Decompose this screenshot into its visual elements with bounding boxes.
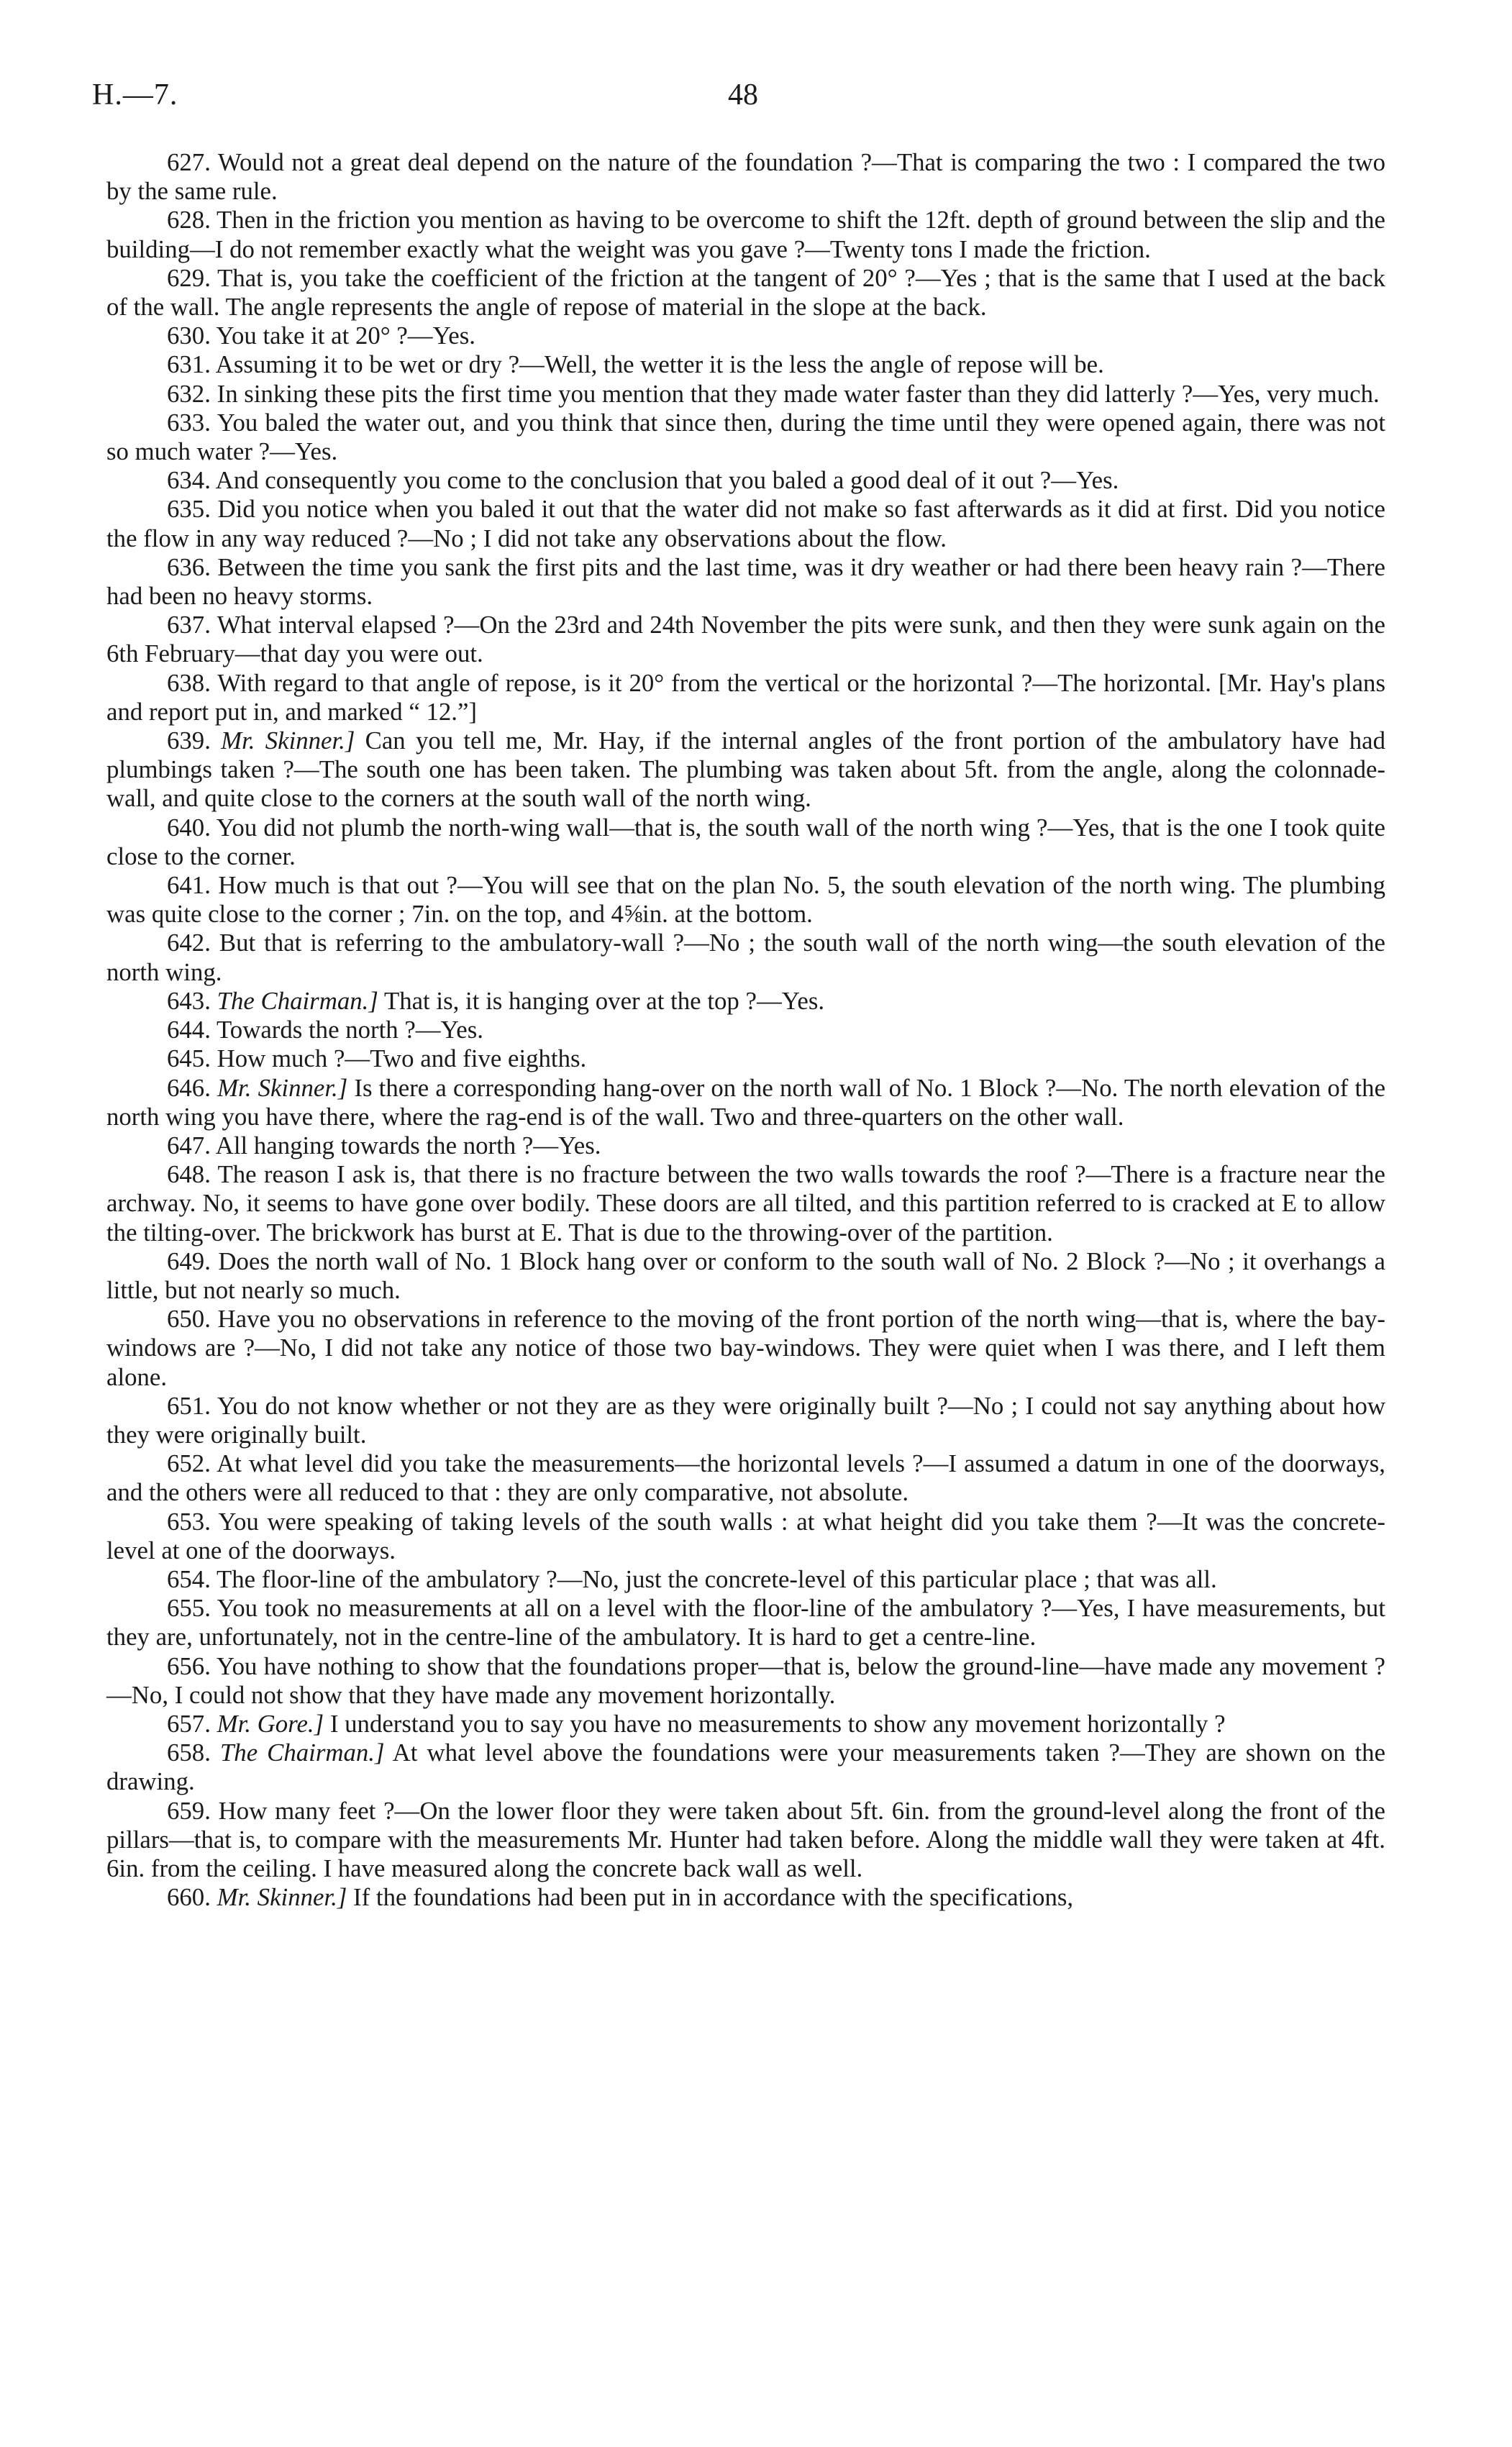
question-number: 634.: [167, 466, 211, 495]
question-text: In sinking these pits the first time you mention that they made water faster than they did latterly ?—Yes, very much.: [210, 379, 1380, 408]
question-number: 648.: [167, 1160, 211, 1189]
question-text: At what level did you take the measurements—the horizontal levels ?—I assumed a datum in one of the doorways, and the others were all reduced to that : they are only comparative, not absolute.: [106, 1449, 1385, 1507]
question-paragraph: [106, 814, 1385, 871]
question-text: What interval elapsed ?—On the 23rd and 24th November the pits were sunk, and then they were sunk again on the 6th February—that day you were out.: [106, 611, 1385, 668]
question-number: 653.: [167, 1507, 211, 1536]
question-paragraph: [106, 726, 1385, 814]
question-number: 651.: [167, 1391, 211, 1420]
question-paragraph: [106, 1016, 1385, 1044]
question-text: You did not plumb the north-wing wall—that is, the south wall of the north wing ?—Yes, that is the one I took quite close to the corner.: [106, 813, 1385, 870]
question-number: 628.: [167, 206, 211, 234]
question-paragraph: [106, 1449, 1385, 1507]
question-paragraph: [106, 1594, 1385, 1651]
question-number: 636.: [167, 552, 211, 581]
question-number: 647.: [167, 1131, 211, 1159]
question-paragraph: [106, 1883, 1385, 1912]
document-reference: H.—7.: [92, 78, 178, 111]
question-text: Can you tell me, Mr. Hay, if the internal angles of the front portion of the ambulatory have had plumbings taken ?—The south one has been taken. The plumbing was taken about 5ft. from the angle, along the colonnade-wall, and quite close to the corners at the south wall of the north wing.: [106, 726, 1385, 813]
question-paragraph: [106, 987, 1385, 1016]
question-text: And consequently you come to the conclusion that you baled a good deal of it out ?—Yes.: [210, 466, 1119, 495]
question-text: You have nothing to show that the foundations proper—that is, below the ground-line—have made any movement ?—No, I could not show that they have made any movement horizontally.: [106, 1651, 1385, 1709]
question-paragraph: [106, 553, 1385, 611]
question-number: 635.: [167, 495, 211, 524]
speaker-label: Mr. Skinner.]: [217, 1073, 348, 1102]
question-text: Then in the friction you mention as having to be overcome to shift the 12ft. depth of ground between the slip and the building—I do not remember exactly what the weight was you gave ?—Twenty tons I made the friction.: [106, 206, 1385, 263]
question-paragraph: [106, 1044, 1385, 1073]
question-number: 640.: [167, 813, 211, 842]
question-paragraph: [106, 611, 1385, 668]
speaker-label: Mr. Skinner.]: [217, 1883, 347, 1912]
question-text: How many feet ?—On the lower floor they were taken about 5ft. 6in. from the ground-level along the front of the pillars—that is, to compare with the measurements Mr. Hunter had taken before. Along the middle wall they were taken at 4ft. 6in. from the ceiling. I have measured along the concrete back wall as well.: [106, 1796, 1385, 1882]
question-number: 654.: [167, 1564, 211, 1593]
question-paragraph: [106, 1247, 1385, 1305]
question-text: Would not a great deal depend on the nature of the foundation ?—That is comparing the two : I compared the two by the same rule.: [106, 148, 1385, 206]
question-number: 633.: [167, 408, 211, 437]
question-paragraph: [106, 148, 1385, 206]
question-number: 658.: [167, 1739, 211, 1767]
question-text: All hanging towards the north ?—Yes.: [210, 1131, 601, 1159]
question-text: You take it at 20° ?—Yes.: [210, 322, 475, 350]
question-text: You were speaking of taking levels of the south walls : at what height did you take them ?—It was the concrete-level at one of the doorways.: [106, 1507, 1385, 1564]
question-text: Between the time you sank the first pits and the last time, was it dry weather or had there been heavy rain ?—There had been no heavy storms.: [106, 552, 1385, 611]
question-text: Have you no observations in reference to the moving of the front portion of the north wing—that is, where the bay-windows are ?—No, I did not take any notice of those two bay-windows. They were quiet when I was there, and I left them alone.: [106, 1305, 1385, 1391]
question-text: Assuming it to be wet or dry ?—Well, the wetter it is the less the angle of repose will be.: [210, 350, 1104, 379]
question-number: 627.: [167, 148, 211, 176]
question-text: If the foundations had been put in in accordance with the specifications,: [347, 1883, 1074, 1912]
question-number: 646.: [167, 1073, 211, 1102]
question-number: 652.: [167, 1449, 211, 1478]
question-paragraph: [106, 929, 1385, 986]
question-number: 641.: [167, 871, 211, 900]
question-text: You took no measurements at all on a level with the floor-line of the ambulatory ?—Yes, I have measurements, but they are, unfortunately, not in the centre-line of the ambulatory. It is hard to get a centre-line.: [106, 1594, 1385, 1651]
question-number: 637.: [167, 611, 211, 639]
question-paragraph: [106, 1508, 1385, 1565]
question-number: 630.: [167, 322, 211, 350]
question-text: You baled the water out, and you think that since then, during the time until they were opened again, there was not so much water ?—Yes.: [106, 408, 1385, 466]
question-paragraph: [106, 350, 1385, 379]
question-text: I understand you to say you have no measurements to show any movement horizontally ?: [324, 1709, 1226, 1738]
question-text: You do not know whether or not they are as they were originally built ?—No ; I could not say anything about how they were originally built.: [106, 1391, 1385, 1449]
page-number: 48: [728, 78, 758, 111]
question-paragraph: [106, 495, 1385, 552]
question-paragraph: [106, 206, 1385, 263]
question-paragraph: [106, 1305, 1385, 1392]
question-number: 642.: [167, 929, 211, 957]
question-paragraph: [106, 1710, 1385, 1739]
question-number: 649.: [167, 1247, 211, 1275]
question-paragraph: [106, 466, 1385, 495]
question-number: 657.: [167, 1709, 211, 1738]
question-number: 645.: [167, 1044, 211, 1073]
question-text: Is there a corresponding hang-over on the north wall of No. 1 Block ?—No. The north elevation of the north wing you have there, where the rag-end is of the wall. Two and three-quarters on the other wall.: [106, 1073, 1386, 1131]
question-paragraph: [106, 1392, 1385, 1449]
speaker-label: Mr. Gore.]: [217, 1709, 324, 1738]
question-text: How much is that out ?—You will see that on the plan No. 5, the south elevation of the north wing. The plumbing was quite close to the corner ; 7in. on the top, and 4⅝in. at the bottom.: [106, 871, 1385, 929]
question-paragraph: [106, 1131, 1385, 1160]
question-paragraph: [106, 264, 1385, 322]
minutes-of-evidence: [106, 148, 1385, 1912]
question-text: At what level above the foundations were your measurements taken ?—They are shown on the drawing.: [106, 1739, 1386, 1796]
question-number: 639.: [167, 726, 211, 755]
question-text: The reason I ask is, that there is no fracture between the two walls towards the roof ?—There is a fracture near the archway. No, it seems to have gone over bodily. These doors are all tilted, and this partition referred to is cracked at E to allow the tilting-over. The brickwork has burst at E. That is due to the throwing-over of the partition.: [106, 1160, 1385, 1247]
question-paragraph: [106, 1739, 1385, 1796]
question-number: 650.: [167, 1305, 211, 1334]
speaker-label: The Chairman.]: [217, 986, 378, 1015]
page-header: [92, 78, 1394, 121]
question-paragraph: [106, 669, 1385, 726]
question-number: 632.: [167, 379, 211, 408]
question-number: 659.: [167, 1796, 211, 1825]
question-number: 656.: [167, 1651, 211, 1680]
question-text: With regard to that angle of repose, is it 20° from the vertical or the horizontal ?—The horizontal. [Mr. Hay's plans and report put in, and marked “ 12.”]: [106, 668, 1385, 726]
question-number: 638.: [167, 668, 211, 697]
question-number: 660.: [167, 1883, 211, 1912]
question-paragraph: [106, 871, 1385, 929]
speaker-label: Mr. Skinner.]: [221, 726, 355, 755]
speaker-label: The Chairman.]: [219, 1739, 385, 1767]
question-number: 631.: [167, 350, 211, 379]
question-number: 643.: [167, 986, 211, 1015]
question-text: Towards the north ?—Yes.: [210, 1016, 483, 1044]
question-number: 644.: [167, 1016, 211, 1044]
question-paragraph: [106, 380, 1385, 409]
question-text: That is, it is hanging over at the top ?—Yes.: [378, 986, 825, 1015]
question-paragraph: [106, 1652, 1385, 1710]
question-paragraph: [106, 322, 1385, 350]
question-text: Did you notice when you baled it out that the water did not make so fast afterwards as it did at first. Did you notice the flow in any way reduced ?—No ; I did not take any observations about the flow.: [106, 495, 1385, 552]
question-paragraph: [106, 1160, 1385, 1247]
question-paragraph: [106, 1565, 1385, 1594]
question-text: That is, you take the coefficient of the friction at the tangent of 20° ?—Yes ; that is the same that I used at the back of the wall. The angle represents the angle of repose of material in the slope at the back.: [106, 263, 1385, 322]
question-text: But that is referring to the ambulatory-wall ?—No ; the south wall of the north wing—the south elevation of the north wing.: [106, 929, 1385, 986]
question-number: 655.: [167, 1594, 211, 1623]
question-paragraph: [106, 409, 1385, 466]
question-text: Does the north wall of No. 1 Block hang over or conform to the south wall of No. 2 Block ?—No ; it overhangs a little, but not nearly so much.: [106, 1247, 1385, 1304]
question-paragraph: [106, 1797, 1385, 1884]
question-paragraph: [106, 1074, 1385, 1131]
question-number: 629.: [167, 263, 211, 292]
question-text: The floor-line of the ambulatory ?—No, just the concrete-level of this particular place ; that was all.: [210, 1564, 1217, 1593]
question-text: How much ?—Two and five eighths.: [210, 1044, 587, 1073]
